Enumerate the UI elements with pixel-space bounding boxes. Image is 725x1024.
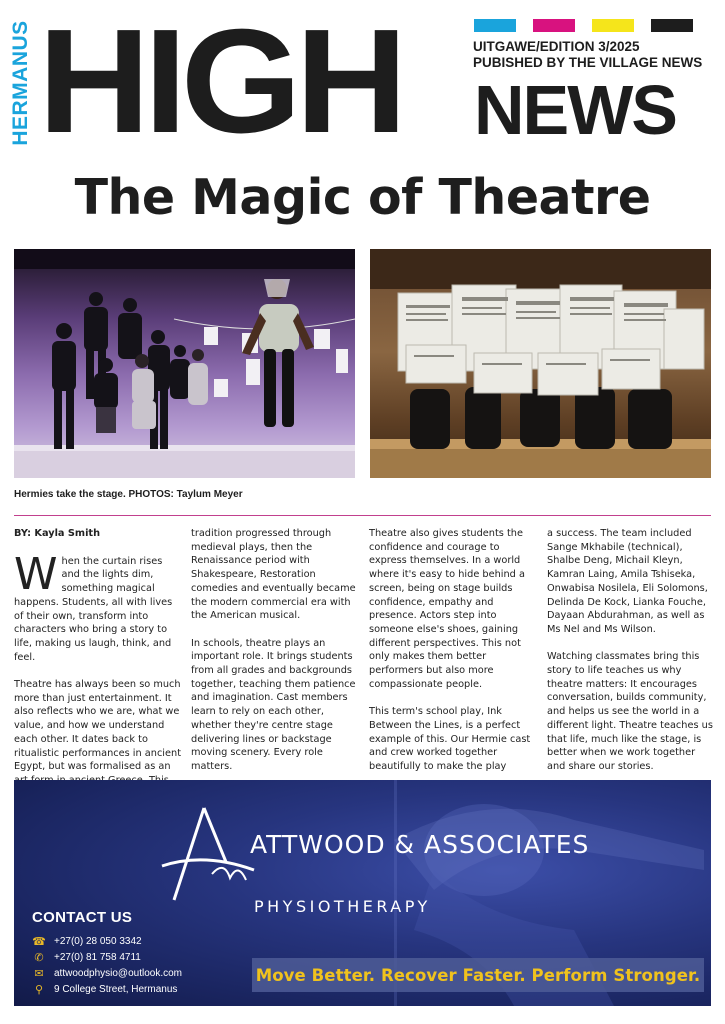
slogan-text: Move Better. Recover Faster. Perform Stronger. xyxy=(255,965,701,985)
black-mark xyxy=(651,19,693,32)
drop-cap: W xyxy=(14,548,58,600)
article-paragraph: Theatre also gives students the confidence and courage to express themselves. In a world where it's easy to hide behind a screen, being on stage builds confidence, empathy and presence. Actors step into someone else's shoes, gaining different perspectives. This not only makes them better performers but also more compassionate people. xyxy=(369,528,525,690)
masthead-title: HIGH xyxy=(38,0,402,164)
physiotherapy-advertisement[interactable] xyxy=(14,780,711,1006)
contact-heading: CONTACT US xyxy=(32,909,133,926)
article-column-2 xyxy=(191,527,359,787)
article-paragraph: Watching classmates bring this story to life teaches us why theatre matters: It encourages conversation, builds community, and helps us see the world in a different light. Theatre teaches us that life, much like the stage, is better when we work together and share our stories. xyxy=(547,651,713,772)
stage-photo-cast xyxy=(14,249,355,478)
yellow-mark xyxy=(592,19,634,32)
photo-caption: Hermies take the stage. PHOTOS: Taylum Meyer xyxy=(14,489,243,500)
email-icon: ✉ xyxy=(34,967,44,980)
contact-address[interactable]: ⚲ 9 College Street, Hermanus xyxy=(32,983,177,995)
masthead-subtitle: NEWS xyxy=(474,71,676,149)
article-headline: The Magic of Theatre xyxy=(74,169,651,226)
company-name: ATTWOOD & ASSOCIATES xyxy=(250,830,590,859)
stage-photo-newspapers xyxy=(370,249,711,478)
article-byline: BY: Kayla Smith xyxy=(14,528,101,539)
slogan-banner xyxy=(252,958,704,992)
article-paragraph: a success. The team included Sange Mkhabile (technical), Shalbe Deng, Michail Kleyn, Kamran Laing, Amila Tshiseka, Onwabisa Nosilela, Eli Solomons, Delinda De Kock, Lianka Fouche, Dayaan Abdurahman, as well as Ms Nel and Ms Wilson. xyxy=(547,528,708,635)
phone-icon: ☎ xyxy=(32,935,46,948)
article-paragraph: This term's school play, Ink Between the Lines, is a perfect example of this. Our Hermie cast and crew worked together beautifully to make the play xyxy=(369,706,531,772)
article-column-3 xyxy=(369,527,537,787)
contact-phone[interactable]: ☎ +27(0) 28 050 3342 xyxy=(32,935,142,948)
article-column-4 xyxy=(547,527,715,787)
cyan-mark xyxy=(474,19,516,32)
publisher-label: PUBISHED BY THE VILLAGE NEWS xyxy=(473,55,703,70)
article-paragraph: When the curtain rises and the lights dim, something magical happens. Students, all with lives of their own, transform into characters who bring a story to life, making us laugh, think, and feel. xyxy=(14,548,173,663)
contact-email[interactable]: ✉ attwoodphysio@outlook.com xyxy=(32,967,182,979)
article-column-1 xyxy=(14,527,182,801)
article-paragraph: In schools, theatre plays an important role. It brings students from all grades and backgrounds together, teaching them patience and imagination. Cast members learn to rely on each other, whether they're centre stage delivering lines or backstage moving scenery. Every role matters. xyxy=(191,637,356,772)
section-divider xyxy=(14,515,711,516)
whatsapp-icon: ✆ xyxy=(34,951,44,964)
color-registration-marks xyxy=(474,19,693,32)
contact-whatsapp[interactable]: ✆ +27(0) 81 758 4711 xyxy=(32,951,141,963)
article-paragraph: Theatre has always been so much more than just entertainment. It also reflects who we are, what we value, and how we understand each other. It dates back to ritualistic performances in ancient Egypt, but was formalised as an xyxy=(14,679,182,773)
location-pin-icon: ⚲ xyxy=(34,983,44,996)
magenta-mark xyxy=(533,19,575,32)
article-paragraph: tradition progressed through medieval plays, then the Renaissance period with Shakespeare, Restoration comedies and eventually became the modern commercial era with the American musical. xyxy=(191,528,356,622)
company-service: PHYSIOTHERAPY xyxy=(254,897,431,916)
edition-label: UITGAWE/EDITION 3/2025 xyxy=(473,39,640,54)
company-logo-icon xyxy=(154,804,264,904)
masthead-location: HERMANUS xyxy=(9,20,32,146)
